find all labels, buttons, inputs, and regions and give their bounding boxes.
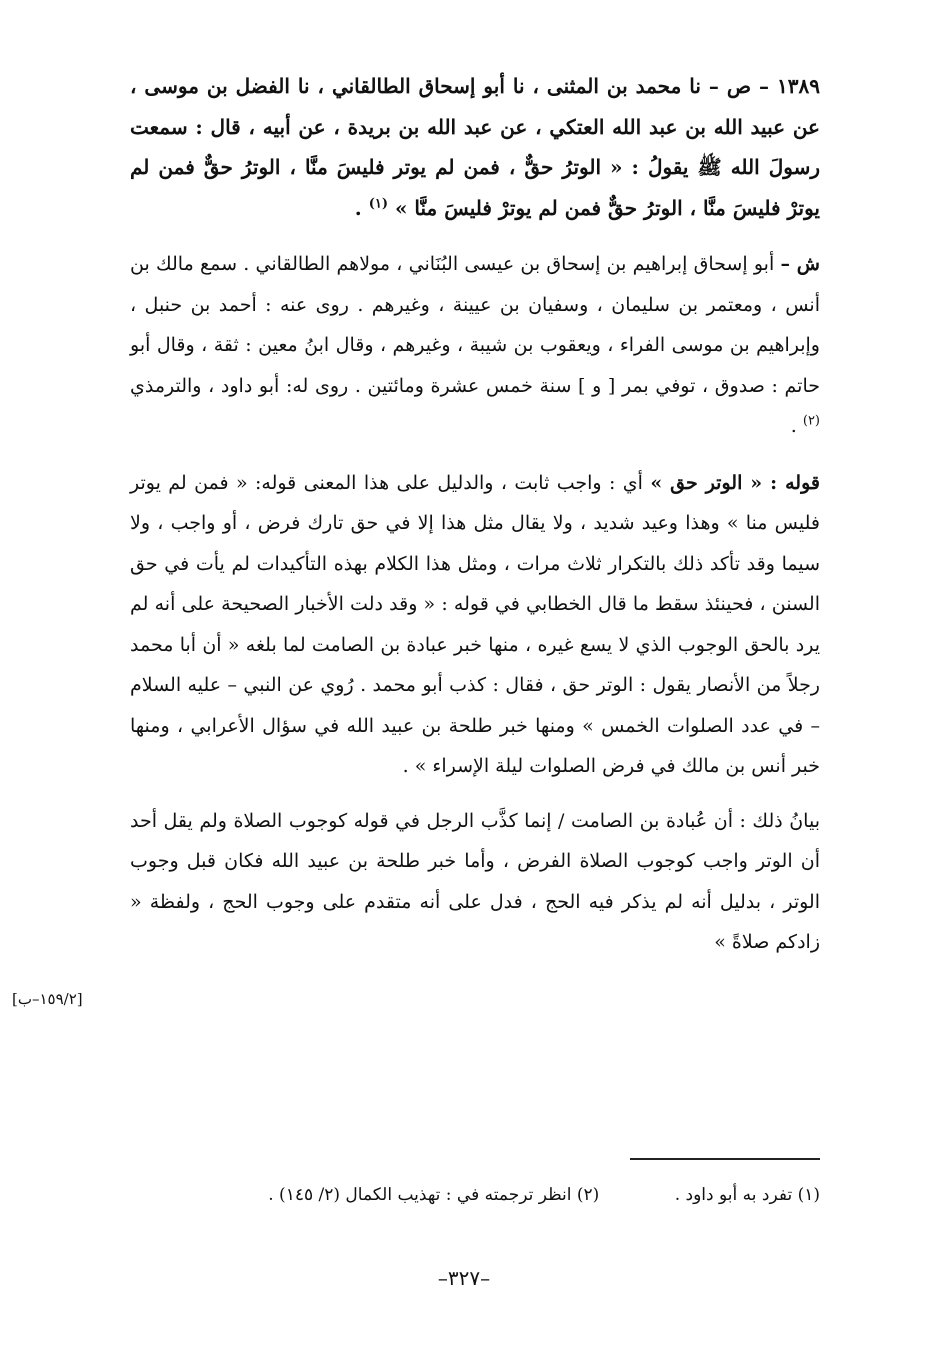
footnote-divider [630,1158,820,1160]
bayan-paragraph [130,801,820,963]
footnote-1: (١) تفرد به أبو داود . [674,1185,820,1205]
hadith-footnote-ref: (١) [368,195,388,211]
footnote-2: (٢) انظر ترجمته في : تهذيب الكمال (٢/ ١٤٥) . [268,1185,600,1205]
manuscript-folio-note: [١٥٩/٢–ب] [12,990,83,1008]
sharh-end: . [790,415,803,437]
footnotes [130,1180,820,1210]
qawluh-text: أي : واجب ثابت ، والدليل على هذا المعنى قوله: « فمن لم يوتر فليس منا » وهذا وعيد شديد ، ولا يقال مثل هذا إلا في حق تارك فرض ، أو واجب ، ولا سيما وقد تأكد ذلك بالتكرار ثلاث مرات ، ومثل هذا الكلام بهذه التأكيدات لم يأت في حق السنن ، فحينئذ سقط ما قال الخطابي في قوله : « وقد دلت الأخبار الصحيحة على أنه لم يرد بالحق الوجوب الذي لا يسع غيره ، منها خبر عبادة بن الصامت لما بلغه « أن أبا محمد رجلاً من الأنصار يقول : الوتر حق ، فقال : كذب أبو محمد . رُوي عن النبي – عليه السلام – في عدد الصلوات الخمس » ومنها خبر طلحة بن عبيد الله في سؤال الأعرابي ، ومنها خبر أنس بن مالك في فرض الصلوات ليلة الإسراء » . [130,471,820,777]
sharh-footnote-ref: (٢) [802,413,820,429]
bayan-text: بيانُ ذلك : أن عُبادة بن الصامت / إنما كذَّب الرجل في قوله كوجوب الصلاة ولم يقل أحد أن الوتر واجب كوجوب الصلاة الفرض ، وأما خبر طلحة بن عبيد الله فكان قبل وجوب الوتر ، بدليل أنه لم يذكر فيه الحج ، فدل على أنه متقدم على وجوب الحج ، ولفظة « زادكم صلاةً » [130,809,820,953]
hadith-end: . [354,195,369,220]
page-body [130,66,820,963]
sharh-text: أبو إسحاق إبراهيم بن إسحاق بن عيسى البُنَاني ، مولاهم الطالقاني . سمع مالك بن أنس ، ومعتمر بن سليمان ، وسفيان بن عيينة ، وغيرهم . روى عنه : أحمد بن حنبل ، وإبراهيم بن موسى الفراء ، ويعقوب بن شيبة ، وغيرهم ، وقال ابنُ معين : ثقة ، وقال أبو حاتم : صدوق ، توفي بمر [ و ] سنة خمس عشرة ومائتين . روى له: أبو داود ، والترمذي [130,253,820,397]
qawluh-paragraph [130,463,820,787]
sharh-lead: ش – [780,253,820,275]
hadith-text: ١٣٨٩ – ص – نا محمد بن المثنى ، نا أبو إسحاق الطالقاني ، نا الفضل بن موسى ، عن عبيد الله بن عبد الله العتكي ، عن عبد الله بن بريدة ، عن أبيه ، قال : سمعت رسولَ الله ﷺ يقولُ : « الوترُ حقٌّ ، فمن لم يوتر فليسَ منَّا ، الوترُ حقٌّ فمن لم يوترْ فليسَ منَّا ، الوترُ حقٌّ فمن لم يوترْ فليسَ منَّا » [130,74,820,220]
hadith-paragraph [130,66,820,228]
page-number: –٣٢٧– [437,1266,491,1290]
qawluh-lead: قوله : « الوتر حق » [650,471,820,494]
sharh-paragraph [130,244,820,447]
